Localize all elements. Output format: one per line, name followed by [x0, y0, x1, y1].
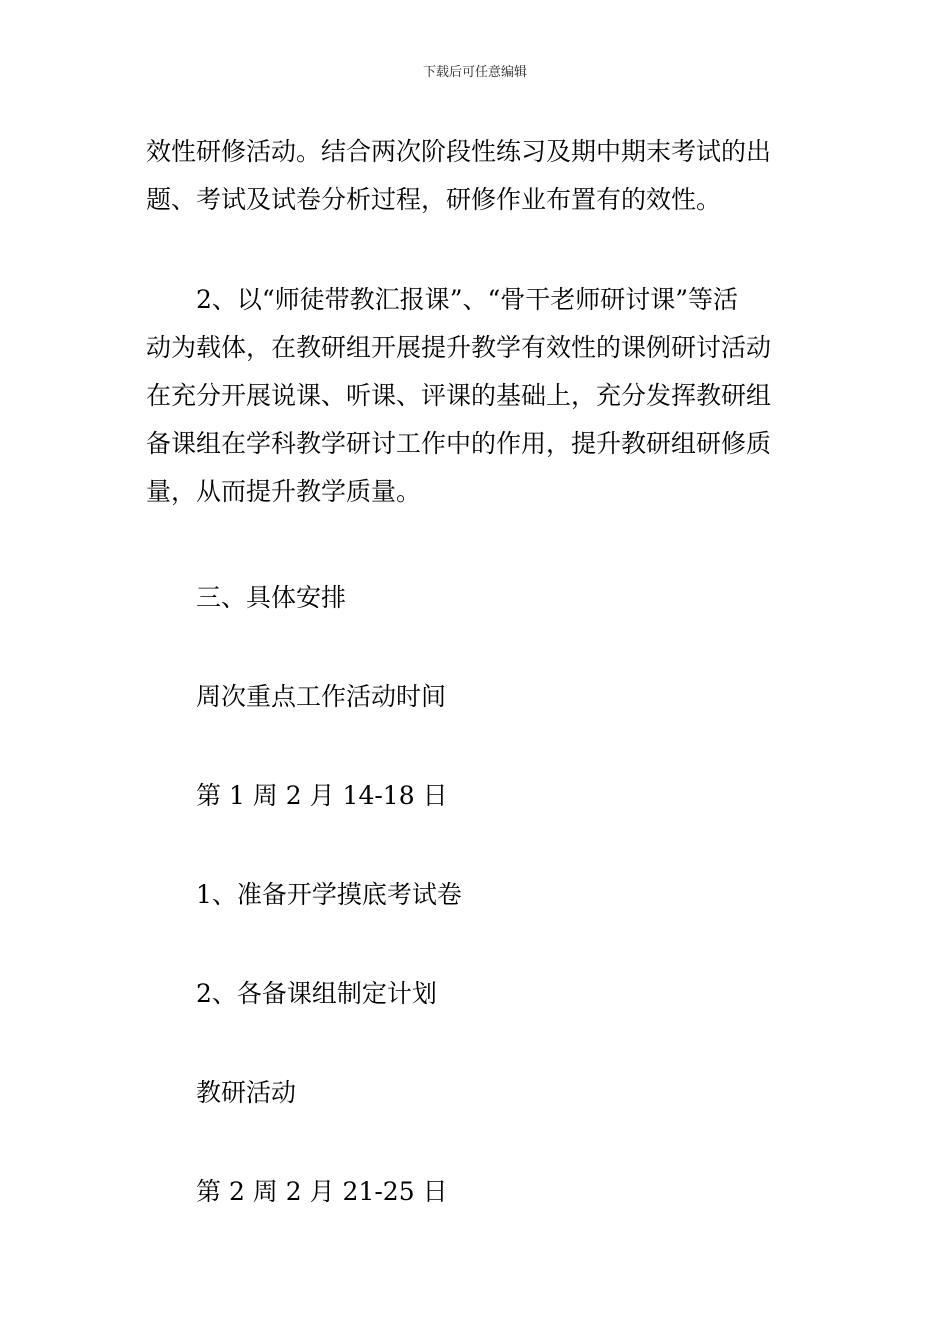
- page-header: 下载后可任意编辑: [422, 65, 527, 80]
- paragraph-line: 三、具体安排: [146, 583, 347, 612]
- paragraph-line: 量，从而提升教学质量。: [146, 477, 422, 506]
- paragraph-line: 1、准备开学摸底考试卷: [146, 880, 462, 909]
- paragraph-line: 教研活动: [146, 1078, 297, 1107]
- paragraph-line: 在充分开展说课、听课、评课的基础上，充分发挥教研组: [146, 381, 772, 410]
- schedule-header: [146, 673, 806, 721]
- paragraph-line: 2、以“师徒带教汇报课”、“骨干老师研讨课”等活: [146, 285, 739, 314]
- paragraph-line: 第 1 周 2 月 14-18 日: [146, 781, 448, 810]
- paragraph-line: 效性研修活动。结合两次阶段性练习及期中期末考试的出: [146, 137, 772, 166]
- paragraph-line: 备课组在学科教学研讨工作中的作用，提升教研组研修质: [146, 429, 772, 458]
- week-2-label: [146, 1168, 806, 1216]
- paragraph-line: 2、各备课组制定计划: [146, 979, 437, 1008]
- week-1-activity: [146, 1069, 806, 1117]
- paragraph-line: 第 2 周 2 月 21-25 日: [146, 1177, 448, 1206]
- paragraph-2: [146, 276, 806, 516]
- week-1-label: [146, 772, 806, 820]
- paragraph-1: [146, 128, 806, 224]
- paragraph-line: 动为载体，在教研组开展提升教学有效性的课例研讨活动: [146, 333, 772, 362]
- week-1-item-2: [146, 970, 806, 1018]
- paragraph-line: 周次重点工作活动时间: [146, 682, 447, 711]
- paragraph-line: 题、考试及试卷分析过程，研修作业布置有的效性。: [146, 185, 722, 214]
- week-1-item-1: [146, 871, 806, 919]
- section-heading: [146, 574, 806, 622]
